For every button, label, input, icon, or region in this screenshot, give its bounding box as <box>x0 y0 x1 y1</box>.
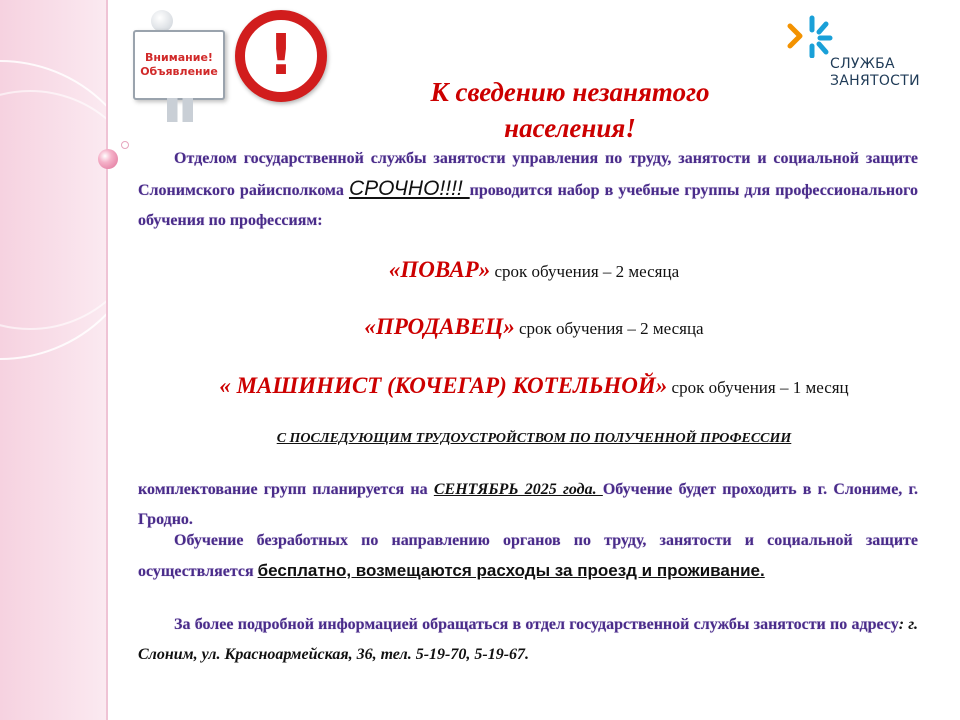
exclamation-icon: ! <box>235 10 327 102</box>
intro-text-end: проводится набор в учебные группы для профессионального обучения по профессиям: <box>138 182 919 229</box>
contact-address: : г. Слоним, ул. Красноармейская, 36, тел. 5-19-70, 5-19-67. <box>138 616 918 663</box>
page-title <box>340 74 800 146</box>
decorative-small-ring <box>121 141 129 149</box>
title-line1: К сведению незанятого <box>430 77 710 107</box>
profession-name: «ПРОДАВЕЦ» <box>364 314 515 339</box>
funding-text: Обучение безработных по направлению органов по труду, занятости и социальной защите осуществляется <box>138 532 918 580</box>
decorative-pink-ball <box>98 149 118 169</box>
profession-name: « МАШИНИСТ (КОЧЕГАР) КОТЕЛЬНОЙ» <box>219 373 668 398</box>
logo-text <box>830 56 920 90</box>
intro-paragraph <box>138 144 918 236</box>
announcement-sign <box>133 30 225 100</box>
profession-line <box>108 373 960 399</box>
logo-text-line1: СЛУЖБА <box>830 56 895 72</box>
figure-legs <box>167 98 193 122</box>
sign-text-line2: Объявление <box>140 65 218 78</box>
contact-text: За более подробной информацией обращаться в отдел государственной службы занятости по адресу <box>174 616 899 633</box>
profession-name: «ПОВАР» <box>388 257 491 282</box>
profession-term: срок обучения – 1 месяц <box>667 378 849 397</box>
urgent-label: СРОЧНО!!!! <box>348 177 470 200</box>
decorative-arc <box>0 90 150 330</box>
decorative-left-strip <box>0 0 108 720</box>
title-line2: населения! <box>504 113 636 143</box>
profession-term: срок обучения – 2 месяца <box>514 319 704 338</box>
schedule-text-end: Обучение будет проходить в г. Слониме, г. Гродно. <box>138 481 918 528</box>
sign-text-line1: Внимание! <box>145 51 213 64</box>
funding-paragraph <box>138 526 918 587</box>
figure-head <box>151 10 173 32</box>
logo-mark-icon <box>786 14 846 58</box>
schedule-text-start: комплектование групп планируется на <box>138 481 434 498</box>
contact-paragraph <box>138 610 918 670</box>
schedule-date: СЕНТЯБРЬ 2025 года. <box>433 481 603 498</box>
profession-term: срок обучения – 2 месяца <box>490 262 680 281</box>
employment-service-logo <box>786 14 946 94</box>
attention-illustration <box>117 6 330 124</box>
funding-free-text: бесплатно, возмещаются расходы за проезд и проживание. <box>257 561 765 580</box>
intro-text-start: Отделом государственной службы занятости управления по труду, занятости и социальной защите Слонимского райисполкома <box>138 150 918 199</box>
profession-line <box>108 314 960 340</box>
profession-line <box>108 257 960 283</box>
logo-text-line2: ЗАНЯТОСТИ <box>830 73 920 89</box>
employment-note: С ПОСЛЕДУЮЩИМ ТРУДОУСТРОЙСТВОМ ПО ПОЛУЧЕННОЙ ПРОФЕССИИ <box>276 431 792 446</box>
